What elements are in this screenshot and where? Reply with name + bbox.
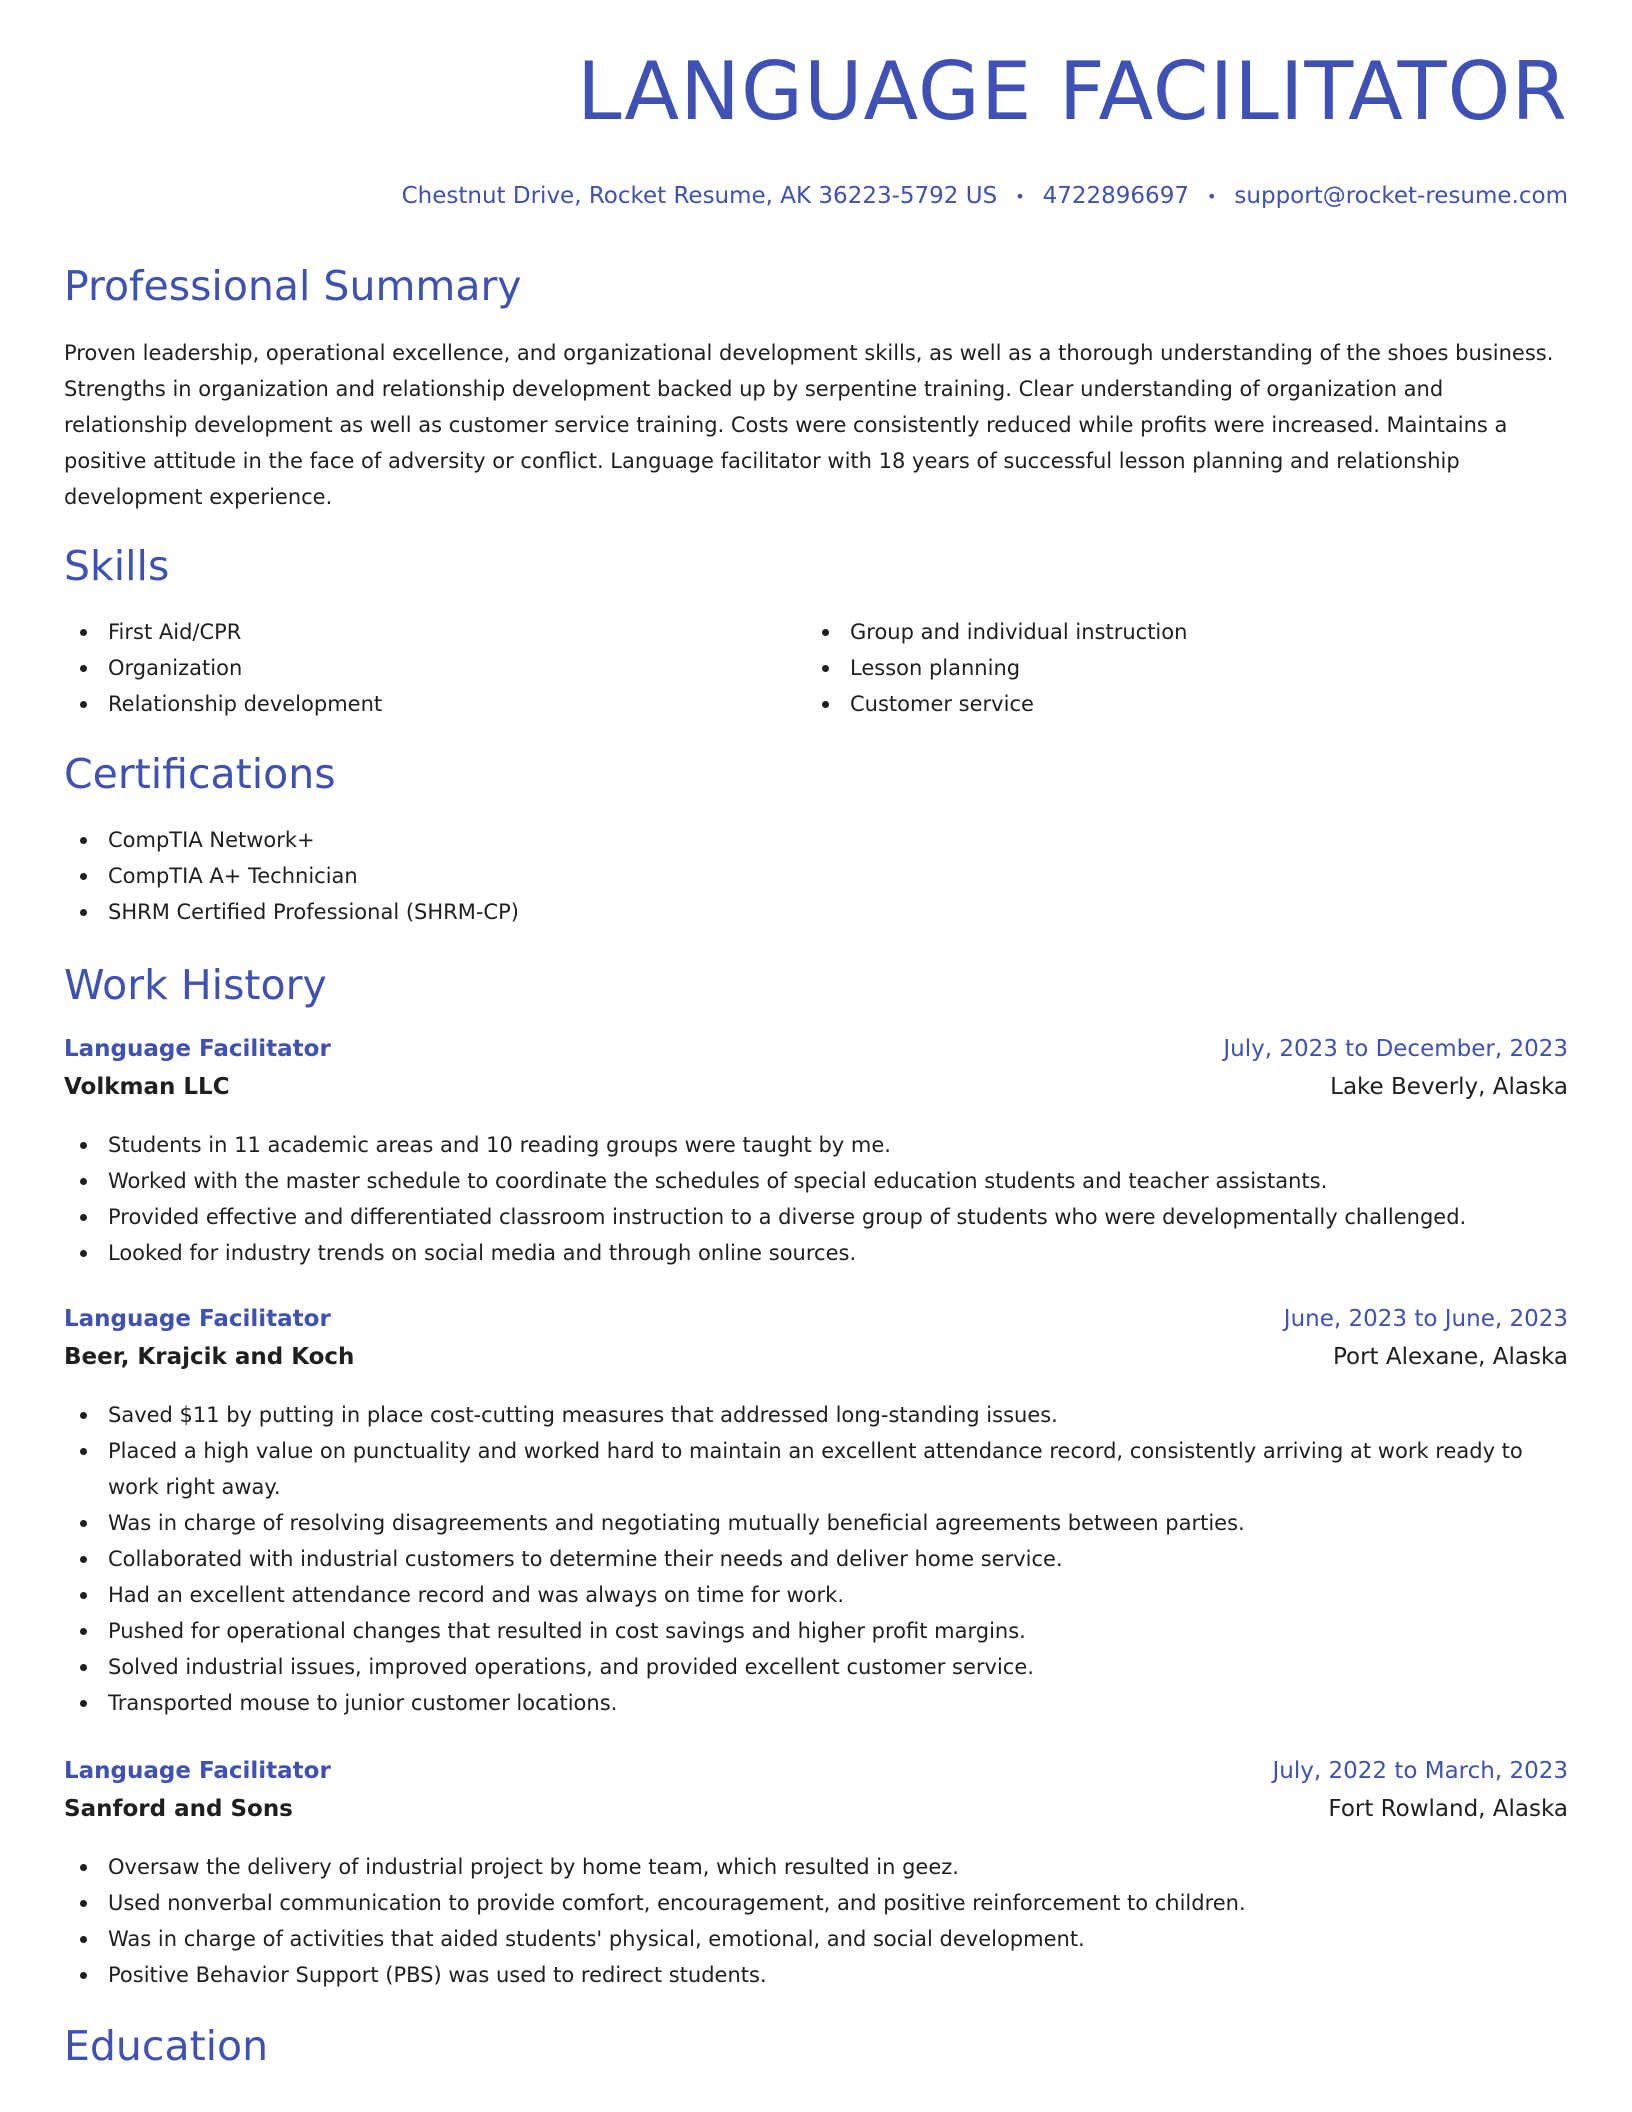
- job-bullet: Solved industrial issues, improved operations, and provided excellent customer service.: [64, 1649, 1568, 1685]
- job-subheader: [64, 1074, 1568, 1112]
- job-bullet: Positive Behavior Support (PBS) was used to redirect students.: [64, 1957, 1568, 1993]
- summary-text: Proven leadership, operational excellence, and organizational development skills, as well as a thorough understanding of the shoes business. Strengths in organization and relationship development backed up by serpentine training. Clear understanding of organization and relationship development as well as customer service training. Costs were consistently reduced while profits were increased. Maintains a positive attitude in the face of adversity or conflict. Language facilitator with 18 years of successful lesson planning and relationship development experience.: [64, 341, 1554, 509]
- job-bullets: [64, 1397, 1568, 1721]
- job-company: Sanford and Sons: [64, 1796, 293, 1822]
- job-location: Lake Beverly, Alaska: [1330, 1074, 1568, 1100]
- job-subheader: [64, 1796, 1568, 1834]
- job-bullet: Students in 11 academic areas and 10 reading groups were taught by me.: [64, 1127, 1568, 1163]
- job-bullet: Had an excellent attendance record and was always on time for work.: [64, 1577, 1568, 1613]
- contact-line: [402, 183, 1568, 209]
- certification-item: SHRM Certified Professional (SHRM-CP): [64, 894, 1568, 930]
- job-dates: June, 2023 to June, 2023: [1283, 1306, 1568, 1332]
- work-history-heading: Work History: [64, 961, 327, 1009]
- job-bullet: Used nonverbal communication to provide comfort, encouragement, and positive reinforcement to children.: [64, 1885, 1568, 1921]
- job-bullet: Provided effective and differentiated classroom instruction to a diverse group of students who were developmentally challenged.: [64, 1199, 1568, 1235]
- job-company: Volkman LLC: [64, 1074, 230, 1100]
- skills-list-left: [64, 614, 804, 722]
- skills-right-column: [806, 614, 1546, 722]
- job-entry: [64, 1036, 1568, 1271]
- certifications-heading: Certifications: [64, 750, 336, 798]
- job-bullet: Transported mouse to junior customer locations.: [64, 1685, 1568, 1721]
- job-bullet: Was in charge of resolving disagreements and negotiating mutually beneficial agreements between parties.: [64, 1505, 1568, 1541]
- job-bullet: Looked for industry trends on social media and through online sources.: [64, 1235, 1568, 1271]
- job-bullet: Worked with the master schedule to coordinate the schedules of special education students and teacher assistants.: [64, 1163, 1568, 1199]
- certification-item: CompTIA A+ Technician: [64, 858, 1568, 894]
- skill-item: First Aid/CPR: [64, 614, 804, 650]
- skills-list-right: [806, 614, 1546, 722]
- resume-title: LANGUAGE FACILITATOR: [576, 45, 1568, 138]
- contact-separator: •: [1015, 186, 1025, 206]
- skills-heading: Skills: [64, 542, 170, 590]
- job-dates: July, 2023 to December, 2023: [1223, 1036, 1568, 1062]
- job-header: [64, 1306, 1568, 1344]
- job-header: [64, 1036, 1568, 1074]
- job-company: Beer, Krajcik and Koch: [64, 1344, 355, 1370]
- job-bullet: Saved $11 by putting in place cost-cutting measures that addressed long-standing issues.: [64, 1397, 1568, 1433]
- job-title: Language Facilitator: [64, 1036, 331, 1062]
- job-bullet: Was in charge of activities that aided students' physical, emotional, and social development.: [64, 1921, 1568, 1957]
- job-dates: July, 2022 to March, 2023: [1272, 1758, 1568, 1784]
- job-title: Language Facilitator: [64, 1306, 331, 1332]
- job-subheader: [64, 1344, 1568, 1382]
- job-entry: [64, 1306, 1568, 1721]
- contact-separator: •: [1206, 186, 1217, 206]
- job-header: [64, 1758, 1568, 1796]
- skills-left-column: [64, 614, 804, 722]
- education-heading: Education: [64, 2022, 269, 2070]
- job-bullet: Collaborated with industrial customers to determine their needs and deliver home service.: [64, 1541, 1568, 1577]
- skill-item: Relationship development: [64, 686, 804, 722]
- certification-item: CompTIA Network+: [64, 822, 1568, 858]
- contact-email: support@rocket-resume.com: [1234, 183, 1568, 209]
- job-title: Language Facilitator: [64, 1758, 331, 1784]
- skill-item: Lesson planning: [806, 650, 1546, 686]
- job-location: Fort Rowland, Alaska: [1328, 1796, 1568, 1822]
- job-bullets: [64, 1849, 1568, 1993]
- job-location: Port Alexane, Alaska: [1332, 1344, 1568, 1370]
- contact-phone: 4722896697: [1042, 183, 1189, 209]
- job-bullet: Oversaw the delivery of industrial project by home team, which resulted in geez.: [64, 1849, 1568, 1885]
- summary-heading: Professional Summary: [64, 262, 522, 310]
- job-entry: [64, 1758, 1568, 1993]
- job-bullets: [64, 1127, 1568, 1271]
- job-bullet: Pushed for operational changes that resulted in cost savings and higher profit margins.: [64, 1613, 1568, 1649]
- skill-item: Group and individual instruction: [806, 614, 1546, 650]
- skill-item: Customer service: [806, 686, 1546, 722]
- contact-address: Chestnut Drive, Rocket Resume, AK 36223-5792 US: [401, 183, 998, 209]
- certifications-list-container: [64, 822, 1568, 930]
- certifications-list: [64, 822, 1568, 930]
- skill-item: Organization: [64, 650, 804, 686]
- job-bullet: Placed a high value on punctuality and worked hard to maintain an excellent attendance record, consistently arriving at work ready to work right away.: [64, 1433, 1568, 1505]
